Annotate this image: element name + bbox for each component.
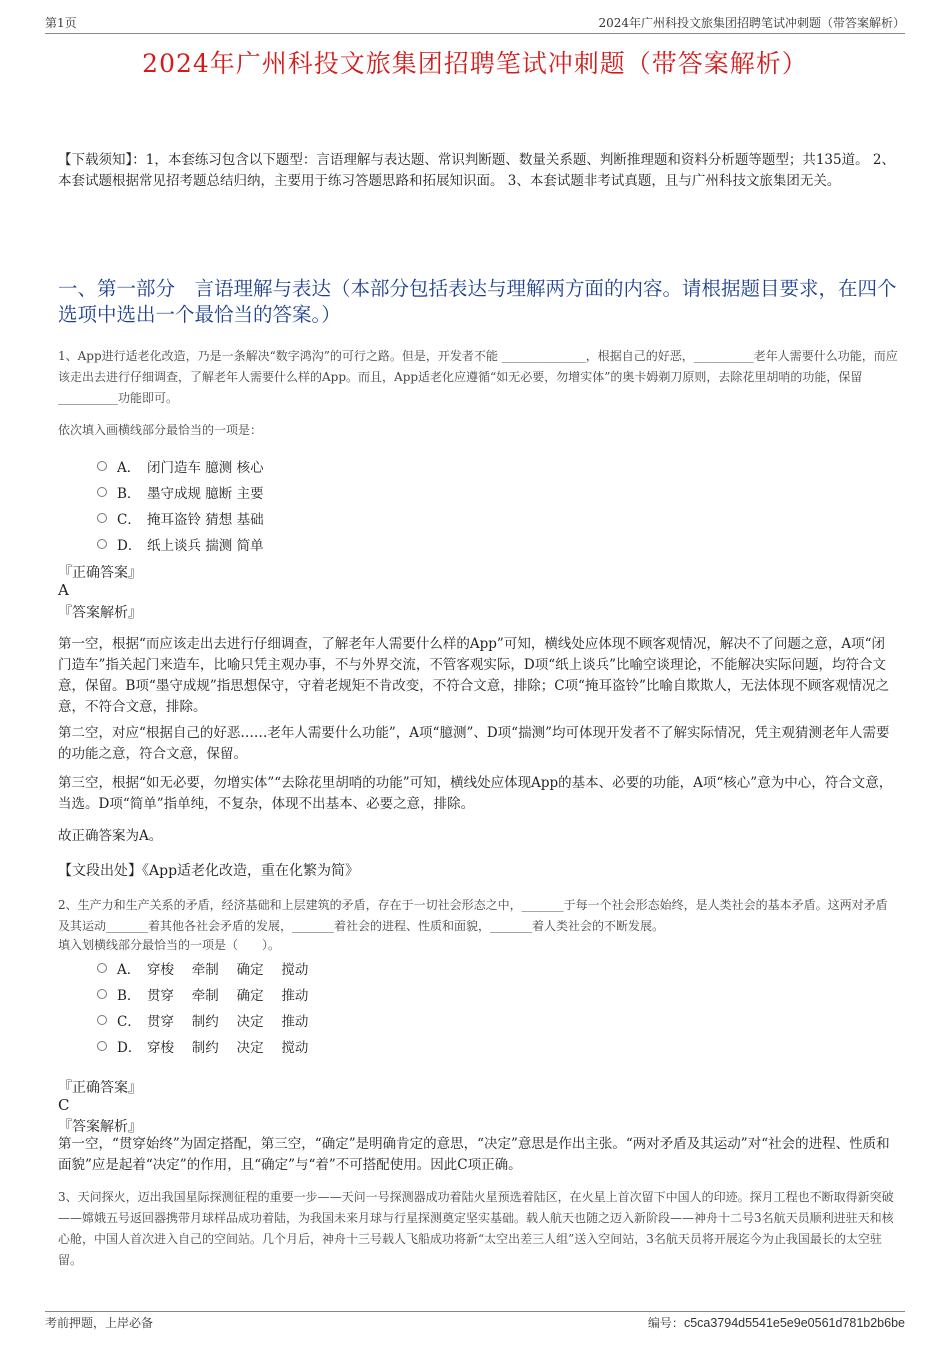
footer-slogan: 考前押题，上岸必备 <box>45 1316 154 1330</box>
option-text: 穿梭 制约 决定 搅动 <box>147 1040 309 1056</box>
option-key: C． <box>117 512 141 528</box>
question-2-stem: 2、生产力和生产关系的矛盾，经济基础和上层建筑的矛盾，存在于一切社会形态之中，_______于每一个社会形态始终，是人类社会的基本矛盾。这两对矛盾及其运动_______着其他各社会矛盾的发展，_______着社会的进程、性质和面貌，_______着人类社会的不断发展。 <box>58 898 888 933</box>
running-header-title: 2024年广州科投文旅集团招聘笔试冲刺题（带答案解析） <box>598 16 905 30</box>
question-2-prompt: 填入划横线部分最恰当的一项是（ ）。 <box>58 938 281 952</box>
correct-answer-label: 『正确答案』 <box>58 1080 142 1096</box>
option-key: B． <box>117 988 141 1004</box>
option-text: 穿梭 牵制 确定 搅动 <box>147 962 309 978</box>
option-text: 贯穿 制约 决定 推动 <box>147 1014 309 1030</box>
q2-option-b[interactable] <box>97 984 308 1004</box>
page-title: 2024年广州科投文旅集团招聘笔试冲刺题（带答案解析） <box>142 49 808 78</box>
radio-icon[interactable] <box>97 539 107 549</box>
correct-answer: C <box>58 1096 70 1114</box>
analysis-label: 『答案解析』 <box>58 1119 142 1135</box>
analysis-paragraph: 第一空，根据“而应该走出去进行仔细调查，了解老年人需要什么样的App”可知，横线处应体现不顾客观情况，解决不了问题之意，A项“闭门造车”指关起门来造车，比喻只凭主观办事，不与外界交流，不管客观实际，D项“纸上谈兵”比喻空谈理论，不能解决实际问题，均符合文意，保留。B项“墨守成规”指思想保守，守着老规矩不肯改变，不符合文意，排除；C项“掩耳盗铃”比喻自欺欺人，无法体现不顾客观情况之意，不符合文意，排除。 <box>58 636 889 715</box>
radio-icon[interactable] <box>97 989 107 999</box>
option-text: 闭门造车 臆测 核心 <box>147 460 264 476</box>
option-key: B． <box>117 486 141 502</box>
analysis-paragraph: 第三空，根据“如无必要，勿增实体”“去除花里胡哨的功能”可知，横线处应体现App的基本、必要的功能，A项“核心”意为中心，符合文意，当选。D项“简单”指单纯，不复杂，体现不出基本、必要之意，排除。 <box>58 775 893 812</box>
download-notice: 【下载须知】：1，本套练习包含以下题型：言语理解与表达题、常识判断题、数量关系题、判断推理题和资料分析题等题型；共135道。 2、本套试题根据常见招考题总结归纳，主要用于练习答题思路和拓展知识面。 3、本套试题非考试真题，且与广州科技文旅集团无关。 <box>58 152 895 189</box>
option-key: A． <box>117 460 141 476</box>
analysis-paragraph: 第二空，对应“根据自己的好恶……老年人需要什么功能”，A项“臆测”、D项“揣测”均可体现开发者不了解实际情况，凭主观猜测老年人需要的功能之意，符合文意，保留。 <box>58 725 890 762</box>
radio-icon[interactable] <box>97 963 107 973</box>
document-code-label: 编号： <box>647 1316 684 1330</box>
question-3-stem: 3、天问探火，迈出我国星际探测征程的重要一步——天问一号探测器成功着陆火星预选着陆区，在火星上首次留下中国人的印迹。探月工程也不断取得新突破——嫦娥五号返回器携带月球样品成功着陆，为我国未来月球与行星探测奠定坚实基础。载人航天也随之迈入新阶段——神舟十二号3名航天员顺利进驻天和核心舱，中国人首次进入自己的空间站。几个月后，神舟十三号载人飞船成功将新“太空出差三人组”送入空间站，3名航天员将开展迄今为止我国最长的太空驻留。 <box>58 1190 894 1267</box>
q2-option-c[interactable] <box>97 1010 308 1030</box>
q2-option-a[interactable] <box>97 958 308 978</box>
radio-icon[interactable] <box>97 487 107 497</box>
section-heading: 一、第一部分 言语理解与表达（本部分包括表达与理解两方面的内容。请根据题目要求，在四个选项中选出一个最恰当的答案。） <box>58 277 897 326</box>
radio-icon[interactable] <box>97 1015 107 1025</box>
footer-divider <box>45 1311 905 1312</box>
option-text: 纸上谈兵 揣测 简单 <box>147 538 264 554</box>
option-key: D． <box>117 1040 142 1056</box>
q1-option-d[interactable] <box>97 534 264 554</box>
radio-icon[interactable] <box>97 1041 107 1051</box>
radio-icon[interactable] <box>97 461 107 471</box>
page-number: 第1页 <box>45 16 77 30</box>
q1-option-c[interactable] <box>97 508 264 528</box>
document-code <box>648 1314 905 1331</box>
passage-source: 【文段出处】《App适老化改造，重在化繁为简》 <box>58 863 360 879</box>
analysis-conclusion: 故正确答案为A。 <box>58 828 163 844</box>
option-key: C． <box>117 1014 141 1030</box>
q1-option-b[interactable] <box>97 482 264 502</box>
correct-answer-label: 『正确答案』 <box>58 565 142 581</box>
q1-option-a[interactable] <box>97 456 264 476</box>
question-1-stem: 1、App进行适老化改造，乃是一条解决“数字鸿沟”的可行之路。但是，开发者不能 ______________，根据自己的好恶，__________老年人需要什么功能，而应该走出去进行仔细调查，了解老年人需要什么样的App。而且，App适老化应遵循“如无必要，勿增实体”的奥卡姆剃刀原则，去除花里胡哨的功能，保留 __________功能即可。 <box>58 349 898 405</box>
option-key: A． <box>117 962 141 978</box>
analysis-label: 『答案解析』 <box>58 605 142 621</box>
question-1-prompt: 依次填入画横线部分最恰当的一项是： <box>58 423 263 437</box>
analysis-paragraph: 第一空，“贯穿始终”为固定搭配，第三空，“确定”是明确肯定的意思，“决定”意思是作出主张。“两对矛盾及其运动”对“社会的进程、性质和面貌”应是起着“决定”的作用，且“确定”与“着”不可搭配使用。因此C项正确。 <box>58 1136 890 1173</box>
option-key: D． <box>117 538 142 554</box>
q2-option-d[interactable] <box>97 1036 308 1056</box>
option-text: 掩耳盗铃 猜想 基础 <box>147 512 264 528</box>
document-code-value: c5ca3794d5541e5e9e0561d781b2b6be <box>683 1316 905 1330</box>
header-divider <box>45 33 905 34</box>
option-text: 墨守成规 臆断 主要 <box>147 486 264 502</box>
option-text: 贯穿 牵制 确定 推动 <box>147 988 309 1004</box>
radio-icon[interactable] <box>97 513 107 523</box>
correct-answer: A <box>58 581 69 599</box>
